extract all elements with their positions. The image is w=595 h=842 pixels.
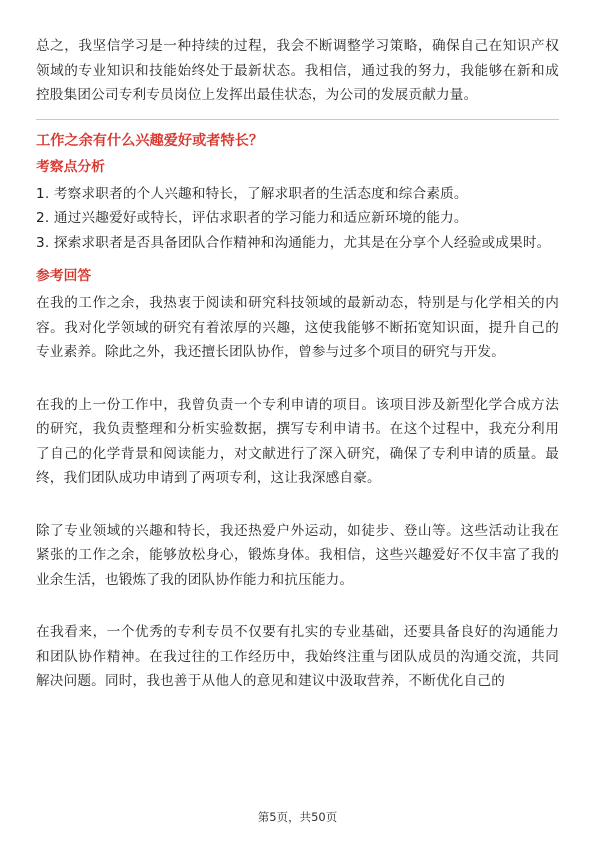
analysis-label: 考察点分析: [36, 158, 105, 175]
intro-paragraph: 总之，我坚信学习是一种持续的过程，我会不断调整学习策略，确保自己在知识产权领域的专业知识和技能始终处于最新状态。我相信，通过我的努力，我能够在新和成控股集团公司专利专员岗位上发挥出最佳状态，为公司的发展贡献力量。: [36, 38, 559, 103]
question-heading: 工作之余有什么兴趣爱好或者特长？: [36, 132, 264, 149]
analysis-item: 2. 通过兴趣爱好或特长，评估求职者的学习能力和适应新环境的能力。: [36, 210, 468, 226]
answer-paragraph: 除了专业领域的兴趣和特长，我还热爱户外运动，如徒步、登山等。这些活动让我在紧张的工作之余，能够放松身心，锻炼身体。我相信，这些兴趣爱好不仅丰富了我的业余生活，也锻炼了我的团队协作能力和抗压能力。: [36, 522, 559, 588]
answer-paragraph: 在我看来，一个优秀的专利专员不仅要有扎实的专业基础，还要具备良好的沟通能力和团队协作精神。在我过往的工作经历中，我始终注重与团队成员的沟通交流，共同解决问题。同时，我也善于从他人的意见和建议中汲取营养，不断优化自己的: [36, 624, 559, 689]
answer-paragraph: 在我的工作之余，我热衷于阅读和研究科技领域的最新动态，特别是与化学相关的内容。我对化学领域的研究有着浓厚的兴趣，这使我能够不断拓宽知识面，提升自己的专业素养。除此之外，我还擅长团队协作，曾参与过多个项目的研究与开发。: [36, 295, 559, 360]
section-divider: [36, 119, 559, 120]
analysis-list: [36, 182, 559, 256]
answer-paragraph: 在我的上一份工作中，我曾负责一个专利申请的项目。该项目涉及新型化学合成方法的研究，我负责整理和分析实验数据，撰写专利申请书。在这个过程中，我充分利用了自己的化学背景和阅读能力，对文献进行了深入研究，确保了专利申请的质量。最终，我们团队成功申请到了两项专利，这让我深感自豪。: [36, 396, 559, 486]
analysis-item: 3. 探索求职者是否具备团队合作精神和沟通能力，尤其是在分享个人经验或成果时。: [36, 234, 551, 251]
analysis-item: 1. 考察求职者的个人兴趣和特长，了解求职者的生活态度和综合素质。: [36, 185, 468, 202]
answer-label: 参考回答: [36, 268, 92, 284]
page-number: 第5页，共50页: [257, 810, 338, 824]
page-content: [36, 34, 559, 694]
